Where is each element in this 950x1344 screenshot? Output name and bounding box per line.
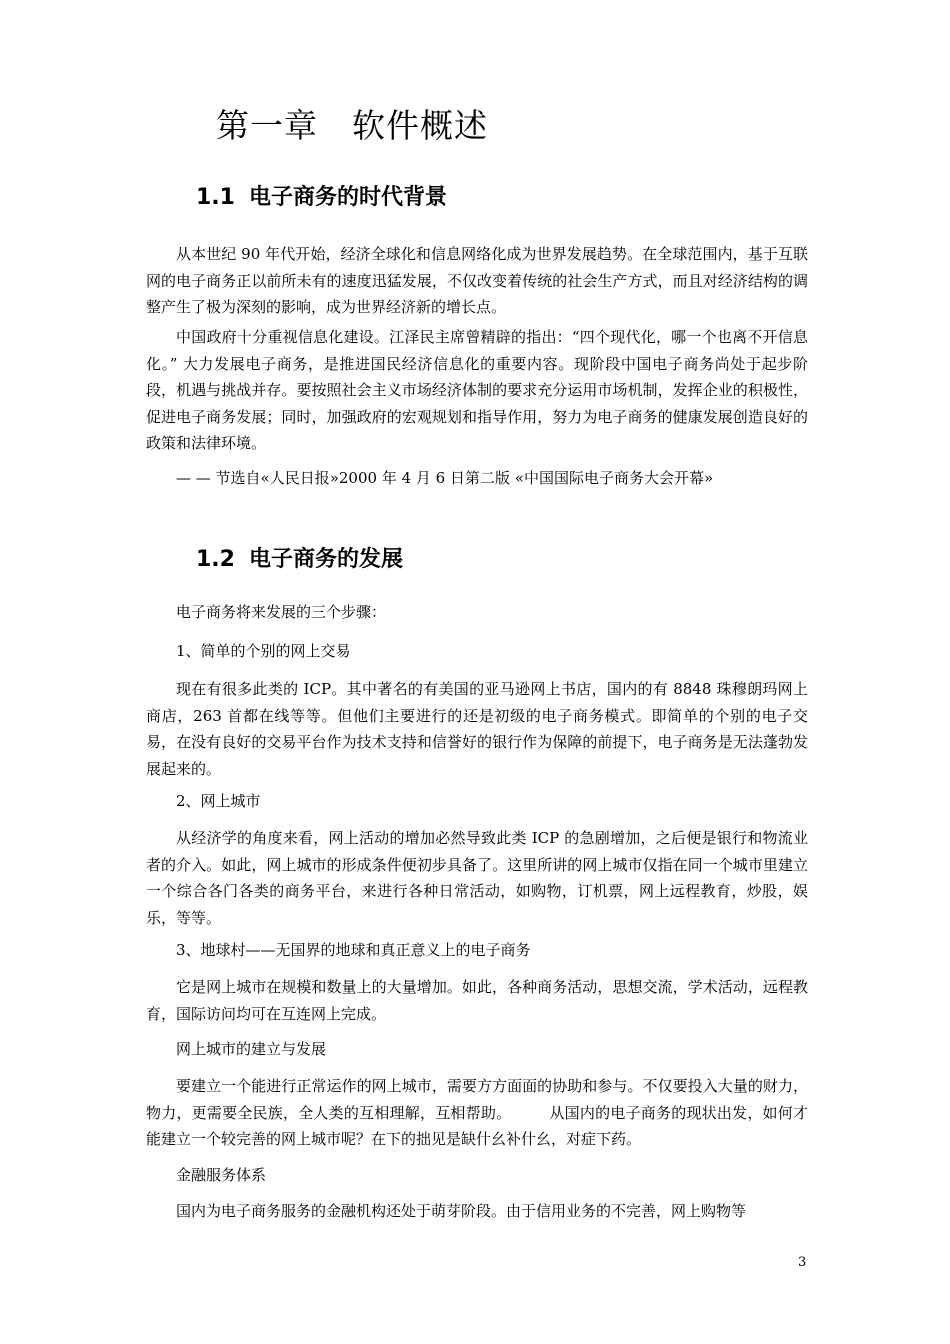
section-title-text: 电子商务的时代背景: [248, 185, 447, 210]
section-title-text: 电子商务的发展: [248, 547, 403, 572]
paragraph: 电子商务将来发展的三个步骤：: [176, 603, 387, 621]
step-heading: 2、网上城市: [176, 792, 261, 810]
paragraph: 要建立一个能进行正常运作的网上城市，需要方方面面的协助和参与。不仅要投入大量的财力，物力，更需要全民族，全人类的互相理解，互相帮助。 从国内的电子商务的现状出发，如何才能建立一个较完善的网上城市呢？在下的拙见是缺什幺补什幺，对症下药。: [146, 1077, 808, 1148]
paragraph: 从本世纪 90 年代开始，经济全球化和信息网络化成为世界发展趋势。在全球范围内，基于互联网的电子商务正以前所未有的速度迅猛发展，不仅改变着传统的社会生产方式，而且对经济结构的调整产生了极为深刻的影响，成为世界经济新的增长点。: [146, 245, 808, 316]
section-1-2-heading: [196, 542, 403, 573]
paragraph: 现在有很多此类的 ICP。其中著名的有美国的亚马逊网上书店，国内的有 8848 珠穆朗玛网上商店，263 首都在线等等。但他们主要进行的还是初级的电子商务模式。即简单的个别的电子交易，在没有良好的交易平台作为技术支持和信誉好的银行作为保障的前提下，电子商务是无法蓬勃发展起来的。: [146, 680, 808, 778]
chapter-title: 第一章 软件概述: [216, 106, 488, 145]
step-heading: 3、地球村——无国界的地球和真正意义上的电子商务: [176, 941, 531, 959]
paragraph: 从经济学的角度来看，网上活动的增加必然导致此类 ICP 的急剧增加，之后便是银行和物流业者的介入。如此，网上城市的形成条件便初步具备了。这里所讲的网上城市仅指在同一个城市里建立一个综合各门各类的商务平台，来进行各种日常活动，如购物，订机票，网上远程教育，炒股，娱乐，等等。: [146, 829, 808, 927]
subheading: 网上城市的建立与发展: [176, 1040, 327, 1058]
citation: — — 节选自«人民日报»2000 年 4 月 6 日第二版 «中国国际电子商务大会开幕»: [176, 469, 714, 487]
paragraph: 国内为电子商务服务的金融机构还处于萌芽阶段。由于信用业务的不完善，网上购物等: [176, 1202, 747, 1220]
step-heading: 1、简单的个别的网上交易: [176, 642, 351, 660]
section-1-1-heading: [196, 180, 447, 211]
section-number: 1.2: [196, 547, 235, 572]
page-number: 3: [798, 1255, 807, 1270]
section-number: 1.1: [196, 185, 235, 210]
subheading: 金融服务体系: [176, 1166, 267, 1184]
paragraph: 它是网上城市在规模和数量上的大量增加。如此，各种商务活动，思想交流，学术活动，远程教育，国际访问均可在互连网上完成。: [146, 978, 808, 1023]
paragraph: 中国政府十分重视信息化建设。江泽民主席曾精辟的指出：“四个现代化，哪一个也离不开信息化。” 大力发展电子商务，是推进国民经济信息化的重要内容。现阶段中国电子商务尚处于起步阶段，机遇与挑战并存。要按照社会主义市场经济体制的要求充分运用市场机制，发挥企业的积极性，促进电子商务发展；同时，加强政府的宏观规划和指导作用，努力为电子商务的健康发展创造良好的政策和法律环境。: [146, 328, 808, 452]
